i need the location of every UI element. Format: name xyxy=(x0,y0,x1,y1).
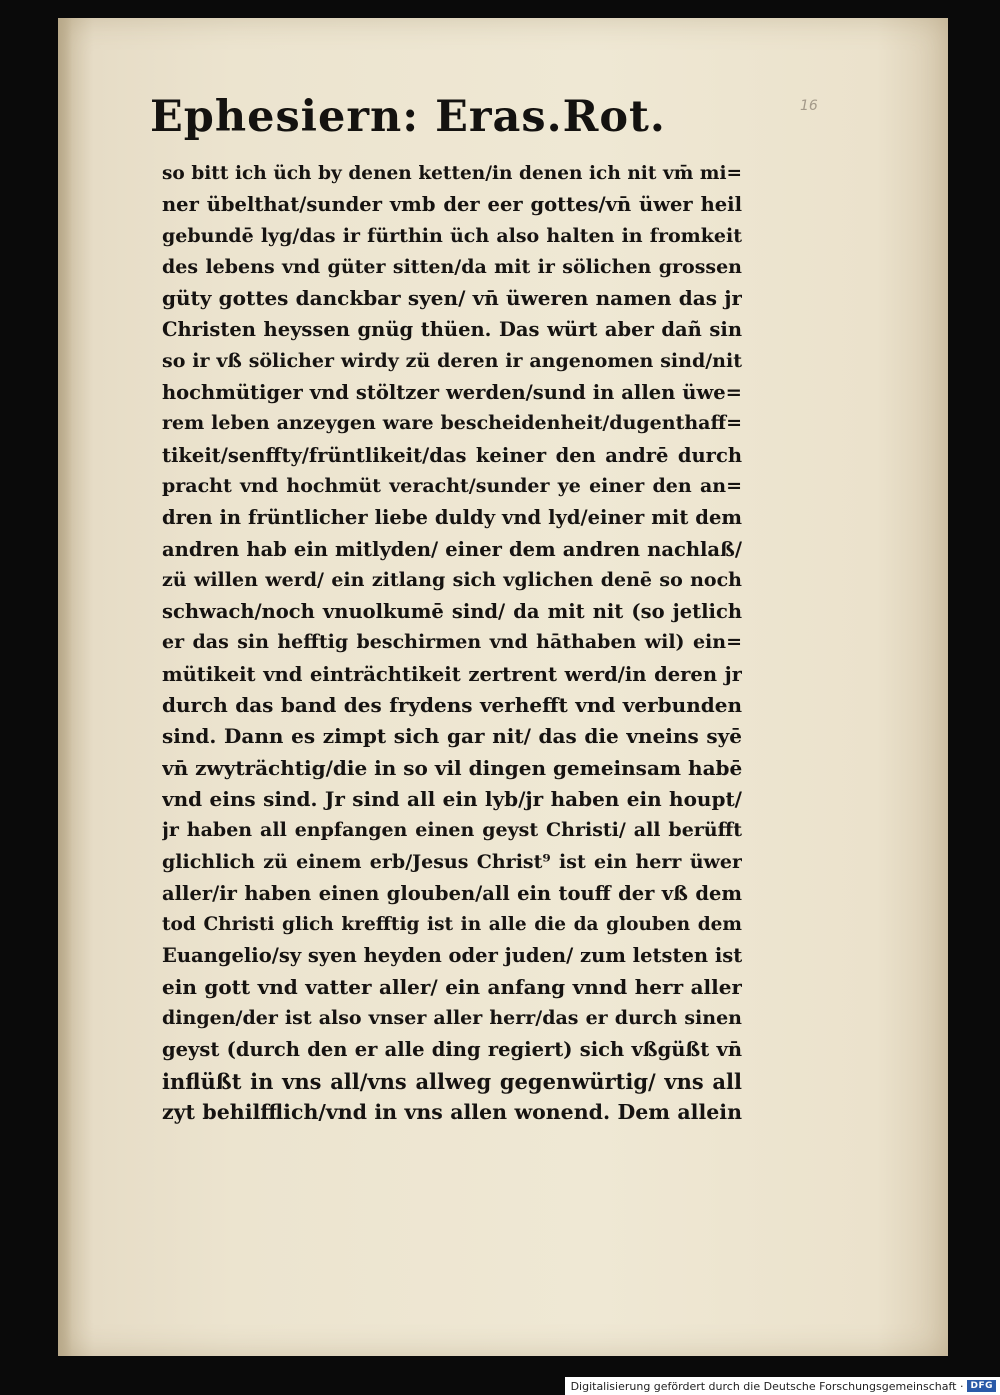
running-head: Ephesiern: Eras.Rot. xyxy=(150,92,666,142)
text-line: durch das band des frydens verhefft vnd verbunden xyxy=(162,693,742,718)
text-line: rem leben anzeygen ware bescheidenheit/dugenthaff= xyxy=(162,412,742,435)
folio-number: 16 xyxy=(800,98,818,114)
text-line: so bitt ich üch by denen ketten/in denen ich nit vm̄ mi= xyxy=(162,163,742,184)
text-line: schwach/noch vnuolkumē sind/ da mit nit (so jetlich xyxy=(162,600,742,624)
text-line: andren hab ein mitlyden/ einer dem andren nachlaß/ xyxy=(162,537,742,561)
text-line: aller/ir haben einen glouben/all ein touff der vß dem xyxy=(162,881,742,905)
text-line: ein gott vnd vatter aller/ ein anfang vnnd herr aller xyxy=(162,974,742,999)
text-line: so ir vß sölicher wirdy zü deren ir angenomen sind/nit xyxy=(162,349,742,372)
text-line: Euangelio/sy syen heyden oder juden/ zum letsten ist xyxy=(162,944,742,968)
text-line: glichlich zü einem erb/Jesus Christ⁹ ist ein herr üwer xyxy=(162,850,742,873)
digitization-credit: Digitalisierung gefördert durch die Deutsche Forschungsgemeinschaft · xyxy=(570,1379,964,1393)
text-line: güty gottes danckbar syen/ vn̄ üweren namen das jr xyxy=(162,286,742,311)
text-line: tikeit/senffty/früntlikeit/das keiner den andrē durch xyxy=(162,443,742,467)
text-line: jr haben all enpfangen einen geyst Christi/ all berüfft xyxy=(162,819,742,842)
text-line: geyst (durch den er alle ding regiert) sich vßgüßt vn̄ xyxy=(162,1038,742,1062)
text-line: Christen heyssen gnüg thüen. Das würt aber dañ sin xyxy=(162,318,742,342)
text-block xyxy=(162,158,742,1128)
text-line: ner übelthat/sunder vmb der eer gottes/vn̄ üwer heil xyxy=(162,193,742,217)
text-line: mütikeit vnd einträchtikeit zertrent werd/in deren jr xyxy=(162,662,742,686)
text-line: des lebens vnd güter sitten/da mit ir sölichen grossen xyxy=(162,255,742,278)
text-line: zü willen werd/ ein zitlang sich vglichen denē so noch xyxy=(162,568,742,591)
text-line: zyt behilfflich/vnd in vns allen wonend. Dem allein xyxy=(162,1099,742,1124)
text-line: tod Christi glich krefftig ist in alle die da glouben dem xyxy=(162,914,742,936)
text-line: vn̄ zwyträchtig/die in so vil dingen gemeinsam habē xyxy=(162,755,742,780)
text-line: hochmütiger vnd stöltzer werden/sund in allen üwe= xyxy=(162,381,742,405)
text-line: vnd eins sind. Jr sind all ein lyb/jr haben ein houpt/ xyxy=(162,786,742,811)
page-gutter-shadow xyxy=(58,18,72,1356)
dfg-logo: DFG xyxy=(967,1380,996,1392)
text-line: inflüßt in vns all/vns allweg gegenwürtig/ vns all xyxy=(162,1068,742,1094)
text-line: dren in früntlicher liebe duldy vnd lyd/einer mit dem xyxy=(162,506,742,530)
digitization-credit-bar xyxy=(565,1377,1000,1395)
text-line: pracht vnd hochmüt veracht/sunder ye einer den an= xyxy=(162,474,742,497)
text-line: dingen/der ist also vnser aller herr/das er durch sinen xyxy=(162,1007,742,1030)
text-line: er das sin hefftig beschirmen vnd hāthaben wil) ein= xyxy=(162,631,742,654)
text-line: sind. Dann es zimpt sich gar nit/ das die vneins syē xyxy=(162,724,742,749)
text-line: gebundē lyg/das ir fürthin üch also halten in fromkeit xyxy=(162,224,742,247)
